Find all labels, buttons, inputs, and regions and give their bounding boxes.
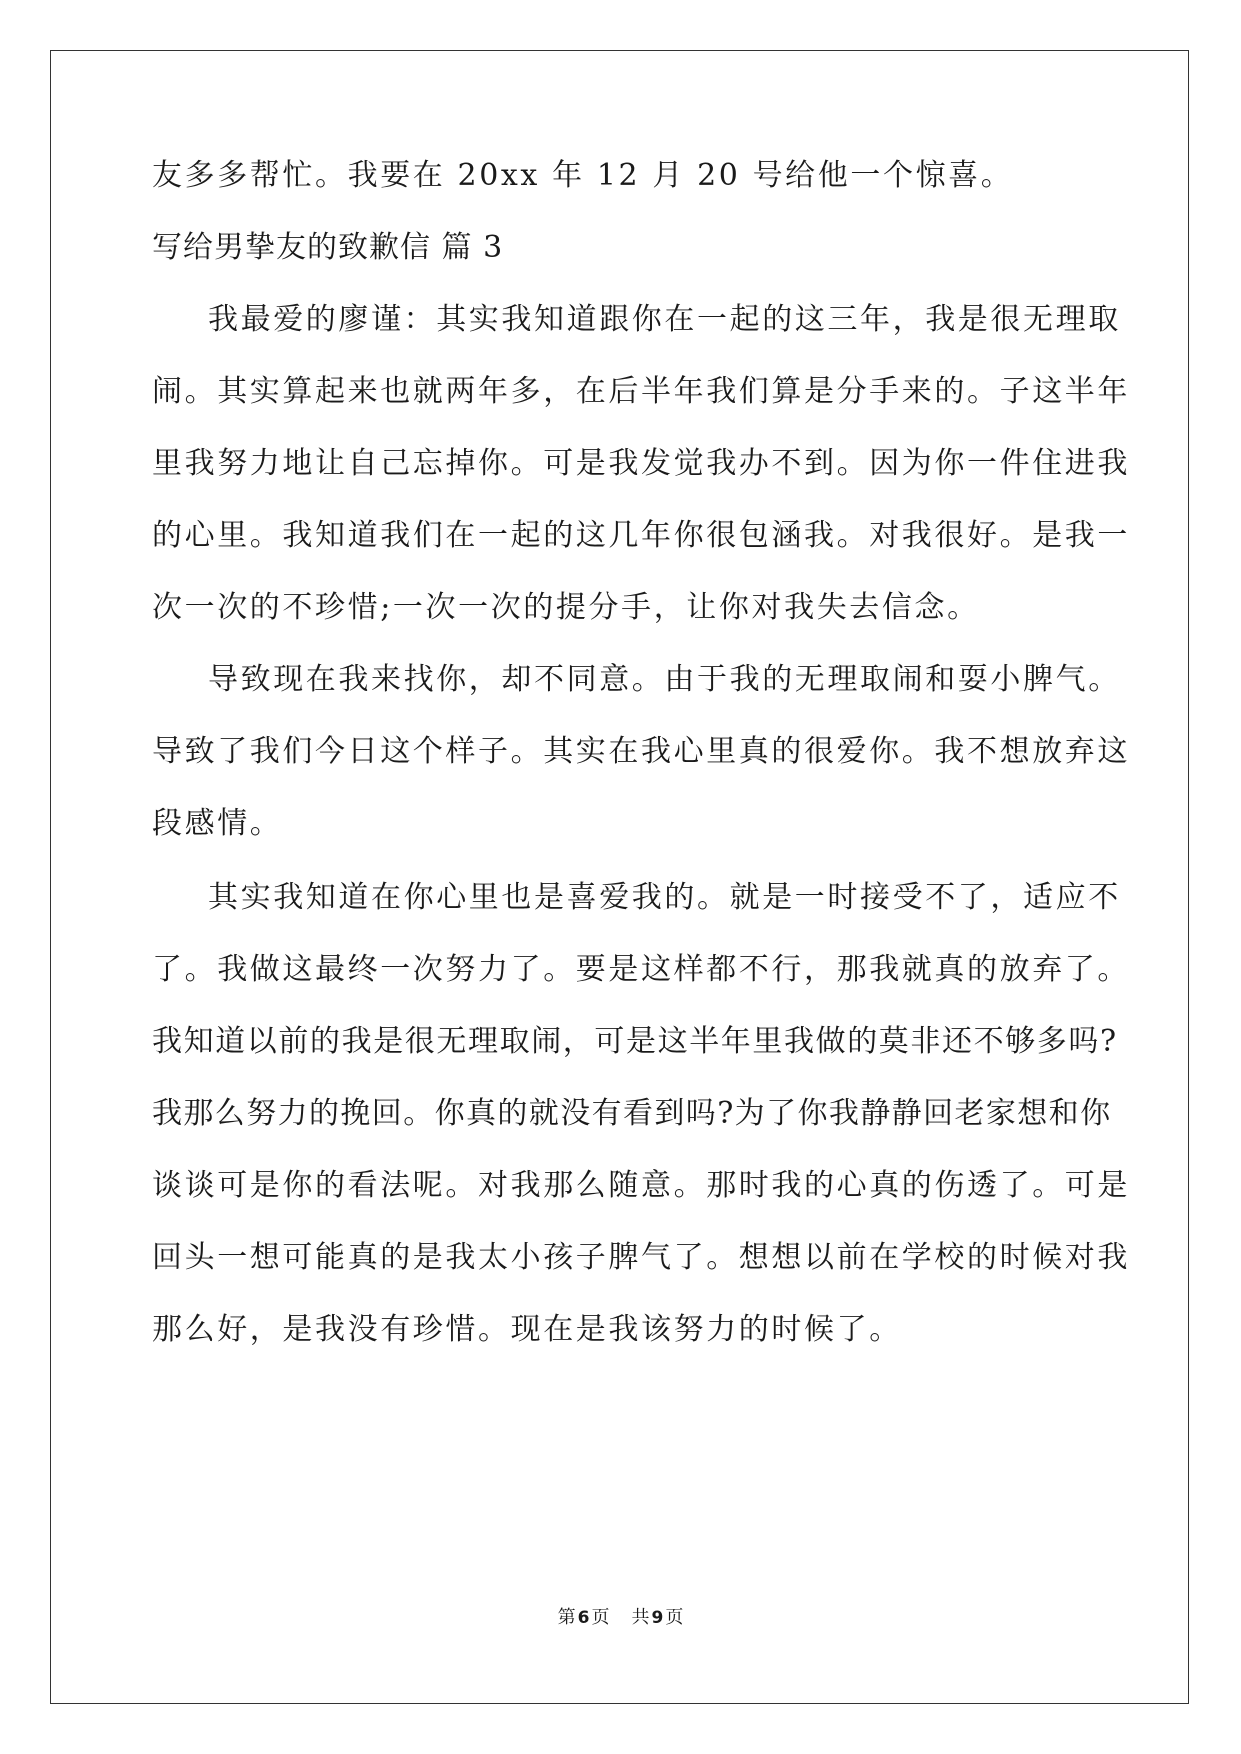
footer-page-prefix: 第 — [557, 1607, 576, 1628]
text-line: 那么好，是我没有珍惜。现在是我该努力的时候了。 — [152, 1312, 902, 1347]
text-line: 闹。其实算起来也就两年多，在后半年我们算是分手来的。子这半年 — [152, 374, 1130, 409]
paragraph-first-line: 其实我知道在你心里也是喜爱我的。就是一时接受不了，适应不 — [208, 880, 1121, 915]
text-line: 导致了我们今日这个样子。其实在我心里真的很爱你。我不想放弃这 — [152, 734, 1130, 769]
footer-page-suffix: 页 — [591, 1607, 610, 1628]
page-border — [50, 50, 1189, 1704]
text-line: 了。我做这最终一次努力了。要是这样都不行，那我就真的放弃了。 — [152, 952, 1130, 987]
footer-total-prefix: 共 — [631, 1607, 650, 1628]
text-line: 我知道以前的我是很无理取闹，可是这半年里我做的莫非还不够多吗? — [152, 1024, 1118, 1059]
text-line: 里我努力地让自己忘掉你。可是我发觉我办不到。因为你一件住进我 — [152, 446, 1130, 481]
text-line: 友多多帮忙。我要在 20xx 年 12 月 20 号给他一个惊喜。 — [152, 158, 1014, 193]
footer-total-suffix: 页 — [665, 1607, 684, 1628]
text-line: 次一次的不珍惜;一次一次的提分手，让你对我失去信念。 — [152, 590, 980, 625]
text-line: 回头一想可能真的是我太小孩子脾气了。想想以前在学校的时候对我 — [152, 1240, 1130, 1275]
page-footer — [0, 1606, 1241, 1630]
footer-page-current: 6 — [577, 1608, 590, 1628]
paragraph-first-line: 导致现在我来找你，却不同意。由于我的无理取闹和耍小脾气。 — [208, 662, 1121, 697]
paragraph-first-line: 我最爱的廖谨：其实我知道跟你在一起的这三年，我是很无理取 — [208, 302, 1121, 337]
text-line: 的心里。我知道我们在一起的这几年你很包涵我。对我很好。是我一 — [152, 518, 1130, 553]
footer-page-total: 9 — [651, 1608, 664, 1628]
section-heading: 写给男挚友的致歉信 篇 3 — [152, 230, 504, 265]
text-line: 段感情。 — [152, 806, 283, 841]
text-line: 我那么努力的挽回。你真的就没有看到吗?为了你我静静回老家想和你 — [152, 1096, 1112, 1131]
text-line: 谈谈可是你的看法呢。对我那么随意。那时我的心真的伤透了。可是 — [152, 1168, 1130, 1203]
